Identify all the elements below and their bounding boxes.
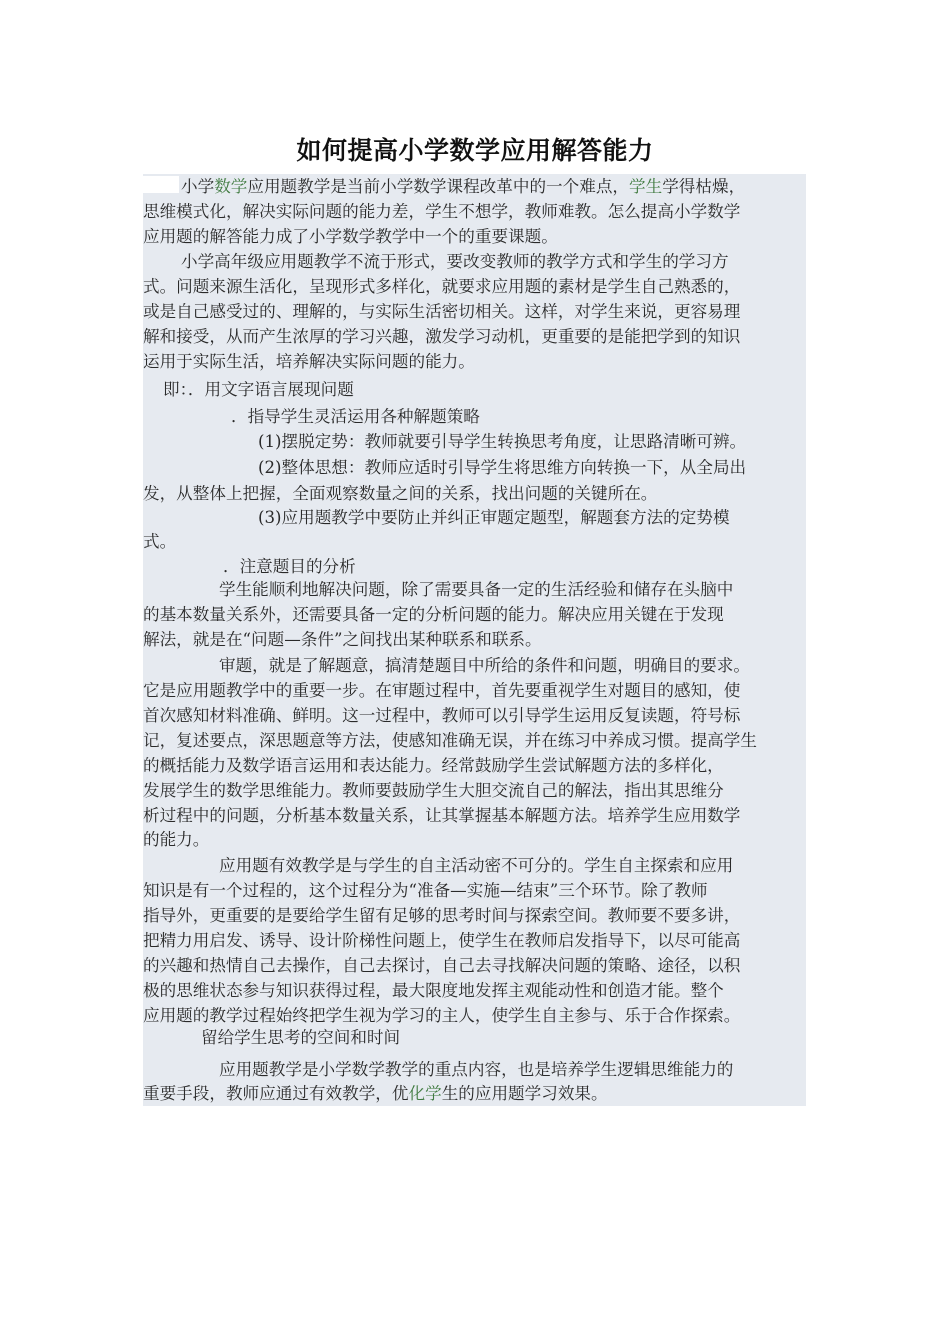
paragraph-line — [143, 827, 814, 852]
paragraph-line — [143, 803, 814, 828]
line-text: 解和接受，从而产生浓厚的学习兴趣，激发学习动机，更重要的是能把学到的知识 — [143, 327, 741, 346]
paragraph-line — [143, 199, 814, 224]
document-title: 如何提高小学数学应用解答能力 — [296, 136, 654, 165]
line-text: 的概括能力及数学语言运用和表达能力。经常鼓励学生尝试解题方法的多样化， — [143, 756, 724, 775]
line-text: 思维模式化，解决实际问题的能力差，学生不想学，教师难教。怎么提高小学数学 — [143, 202, 741, 221]
paragraph-line — [143, 324, 814, 349]
line-text: 或是自己感受过的、理解的，与实际生活密切相关。这样，对学生来说，更容易理 — [143, 302, 741, 321]
paragraph-line — [143, 903, 814, 928]
line-text: 把精力用启发、诱导、设计阶梯性问题上，使学生在教师启发指导下，以尽可能高 — [143, 931, 741, 950]
paragraph-line — [143, 778, 814, 803]
paragraph-line — [219, 1057, 814, 1082]
paragraph-line — [219, 653, 814, 678]
paragraph-line — [258, 429, 814, 454]
line-text: (3)应用题教学中要防止并纠正审题定题型，解题套方法的定势模 — [258, 508, 730, 527]
line-text: ．注意题目的分析 — [223, 557, 356, 576]
line-text: 首次感知材料准确、鲜明。这一过程中，教师可以引导学生运用反复读题，符号标 — [143, 706, 741, 725]
line-text: 应用题教学是当前小学数学课程改革中的一个难点， — [247, 177, 630, 196]
paragraph-line — [143, 703, 814, 728]
paragraph-line — [143, 299, 814, 324]
paragraph-line — [143, 481, 814, 506]
line-text: 审题，就是了解题意，搞清楚题目中所给的条件和问题，明确目的要求。 — [219, 656, 750, 675]
paragraph-line — [143, 928, 814, 953]
hyperlink-text[interactable]: 数学 — [214, 177, 248, 196]
indent-gap — [143, 176, 179, 193]
paragraph-line — [143, 728, 814, 753]
line-text: 指导外，更重要的是要给学生留有足够的思考时间与探索空间。教师要不要多讲， — [143, 906, 741, 925]
line-text: 学得枯燥， — [662, 177, 746, 196]
line-text: 发，从整体上把握，全面观察数量之间的关系，找出问题的关键所在。 — [143, 484, 658, 503]
line-text: 式。 — [143, 532, 177, 551]
paragraph-line — [143, 602, 814, 627]
line-text: 记，复述要点，深思题意等方法，使感知准确无误，并在练习中养成习惯。提高学生 — [143, 731, 757, 750]
paragraph-line — [181, 249, 814, 274]
line-text: (2)整体思想：教师应适时引导学生将思维方向转换一下，从全局出 — [258, 458, 747, 477]
line-text: 重要手段，教师应通过有效教学，优 — [143, 1084, 409, 1103]
line-text: 应用题的解答能力成了小学数学教学中一个的重要课题。 — [143, 227, 558, 246]
line-text: 应用题有效教学是与学生的自主活动密不可分的。学生自主探索和应用 — [219, 856, 734, 875]
line-text: 即：．用文字语言展现问题 — [163, 380, 354, 399]
line-text: 知识是有一个过程的，这个过程分为“准备—实施—结束”三个环节。除了教师 — [143, 881, 708, 900]
line-text: (1)摆脱定势：教师就要引导学生转换思考角度，让思路清晰可辨。 — [258, 432, 747, 451]
paragraph-line — [258, 455, 814, 480]
line-text: 运用于实际生活，培养解决实际问题的能力。 — [143, 352, 475, 371]
line-text: 式。问题来源生活化，呈现形式多样化，就要求应用题的素材是学生自己熟悉的， — [143, 277, 741, 296]
hyperlink-text[interactable]: 学生 — [629, 177, 663, 196]
paragraph-line — [143, 1081, 814, 1106]
paragraph-line — [143, 953, 814, 978]
paragraph-line — [219, 853, 814, 878]
line-text: 的基本数量关系外，还需要具备一定的分析问题的能力。解决应用关键在于发现 — [143, 605, 724, 624]
document-body — [143, 174, 806, 1106]
line-text: 学生能顺利地解决问题，除了需要具备一定的生活经验和储存在头脑中 — [219, 580, 734, 599]
paragraph-line — [143, 274, 814, 299]
hyperlink-text[interactable]: 化学 — [408, 1084, 442, 1103]
line-text: 它是应用题教学中的重要一步。在审题过程中，首先要重视学生对题目的感知，使 — [143, 681, 741, 700]
paragraph-line — [143, 529, 814, 554]
line-text: 极的思维状态参与知识获得过程，最大限度地发挥主观能动性和创造才能。整个 — [143, 981, 724, 1000]
paragraph-line — [181, 174, 814, 199]
line-text: 留给学生思考的空间和时间 — [201, 1028, 401, 1047]
paragraph-line — [201, 1025, 814, 1050]
line-text: 小学高年级应用题教学不流于形式，要改变教师的教学方式和学生的学习方 — [181, 252, 729, 271]
paragraph-line — [163, 377, 814, 402]
line-text: 小学 — [181, 177, 215, 196]
paragraph-line — [143, 878, 814, 903]
line-text: ．指导学生灵活运用各种解题策略 — [231, 407, 480, 426]
paragraph-line — [231, 404, 814, 429]
line-text: 生的应用题学习效果。 — [441, 1084, 608, 1103]
line-text: 发展学生的数学思维能力。教师要鼓励学生大胆交流自己的解法，指出其思维分 — [143, 781, 724, 800]
paragraph-line — [143, 753, 814, 778]
line-text: 解法，就是在“问题—条件”之间找出某种联系和联系。 — [143, 630, 542, 649]
line-text: 的能力。 — [143, 830, 210, 849]
paragraph-line — [223, 554, 814, 579]
paragraph-line — [143, 678, 814, 703]
paragraph-line — [143, 349, 814, 374]
line-text: 应用题教学是小学数学教学的重点内容，也是培养学生逻辑思维能力的 — [219, 1060, 734, 1079]
paragraph-line — [143, 978, 814, 1003]
line-text: 应用题的教学过程始终把学生视为学习的主人，使学生自主参与、乐于合作探索。 — [143, 1006, 741, 1025]
line-text: 析过程中的问题，分析基本数量关系，让其掌握基本解题方法。培养学生应用数学 — [143, 806, 741, 825]
paragraph-line — [258, 505, 814, 530]
line-text: 的兴趣和热情自己去操作，自己去探讨，自己去寻找解决问题的策略、途径，以积 — [143, 956, 741, 975]
paragraph-line — [143, 224, 814, 249]
paragraph-line — [219, 577, 814, 602]
paragraph-line — [143, 627, 814, 652]
